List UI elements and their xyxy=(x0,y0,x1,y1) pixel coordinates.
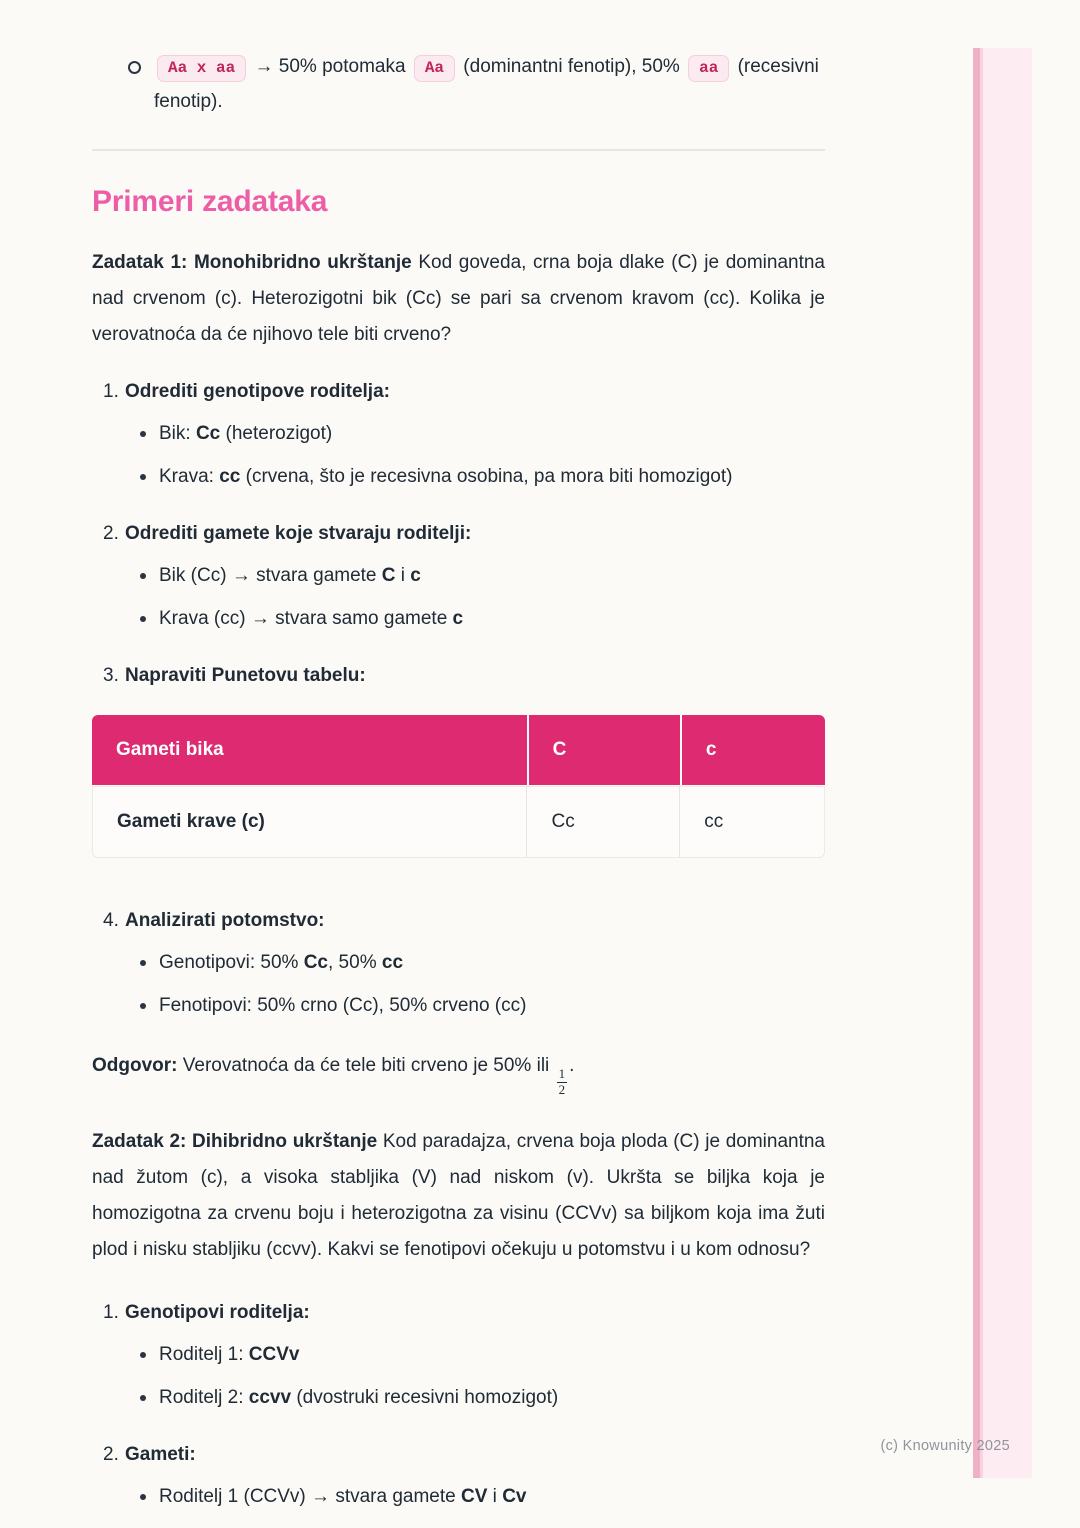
bullet-icon xyxy=(140,1494,146,1500)
task1-step-3 xyxy=(92,659,825,693)
step-heading xyxy=(92,517,825,551)
step-title: Gameti: xyxy=(125,1444,196,1466)
step-heading xyxy=(92,659,825,693)
step-number: 4. xyxy=(103,910,119,931)
step-heading xyxy=(92,1438,825,1472)
step-number: 2. xyxy=(103,523,119,544)
step-bullets xyxy=(92,1337,825,1416)
step-number: 1. xyxy=(103,1302,119,1324)
genotype-badge: aa xyxy=(688,55,729,82)
punnett-table-row xyxy=(92,786,825,858)
page-edge-stripe-soft xyxy=(980,48,983,1478)
table-header-cell: c xyxy=(680,715,825,785)
task1-paragraph: Zadatak 1: Monohibridno ukrštanje Kod goveda, crna boja dlake (C) je dominantna nad crvenom (c). Heterozigotni bik (Cc) se pari sa crvenom kravom (cc). Kolika je verovatnoća da će njihovo tele biti crveno? xyxy=(92,252,825,345)
table-cell: cc xyxy=(679,787,824,857)
fraction: $\frac{1}{2}$ xyxy=(558,1066,566,1098)
page-title: Primeri zadataka xyxy=(92,185,328,218)
table-cell: Cc xyxy=(526,787,679,857)
genotype-badge: Aa xyxy=(414,55,455,82)
table-cell: Gameti krave (c) xyxy=(117,811,265,832)
step-title: Genotipovi roditelja: xyxy=(125,1302,310,1324)
page-edge-panel xyxy=(983,48,1032,1478)
punnett-table xyxy=(92,715,825,858)
bullet-icon xyxy=(140,1395,146,1401)
document-content xyxy=(92,0,825,1515)
step-title: Odrediti genotipove roditelja: xyxy=(125,381,390,402)
task1-step-2 xyxy=(92,517,825,637)
list-item-text: Krava: cc (crvena, što je recesivna osobina, pa mora biti homozigot) xyxy=(159,466,733,487)
punnett-table-header-row xyxy=(92,715,825,785)
bullet-icon xyxy=(140,616,146,622)
list-item xyxy=(92,1337,825,1373)
list-item-text: Fenotipovi: 50% crno (Cc), 50% crveno (cc) xyxy=(159,995,527,1016)
list-item xyxy=(92,50,825,119)
step-number: 2. xyxy=(103,1444,119,1466)
list-item xyxy=(92,988,825,1024)
list-item-text: Aa x aa → 50% potomaka Aa (dominantni fenotip), 50% aa (recesivni fenotip). xyxy=(154,56,819,112)
task1-answer: Odgovor: Verovatnoća da će tele biti crveno je 50% ili $\frac{1}{2}$ . xyxy=(92,1055,575,1098)
task2-paragraph: Zadatak 2: Dihibridno ukrštanje Kod paradajza, crvena boja ploda (C) je dominantna nad žutom (c), a visoka stabljika (V) nad niskom (v). Ukršta se biljka koja je homozigotna za crvenu boju i heterozigotna za visinu (CCVv) sa biljkom koja ima žuti plod i nisku stabljiku (ccvv). Kakvi se fenotipovi očekuju u potomstvu i u kom odnosu? xyxy=(92,1131,825,1261)
list-item xyxy=(92,601,825,637)
step-bullets xyxy=(92,1479,825,1515)
list-item-text: Krava (cc) → stvara samo gamete c xyxy=(159,608,464,629)
task1-step-1 xyxy=(92,375,825,495)
section-divider xyxy=(92,149,825,151)
list-item xyxy=(92,1479,825,1515)
list-item xyxy=(92,416,825,452)
page-edge-stripe xyxy=(973,48,980,1478)
list-item-text: Bik: Cc (heterozigot) xyxy=(159,423,333,444)
list-item-text: Bik (Cc) → stvara gamete C i c xyxy=(159,565,421,586)
step-heading xyxy=(92,1296,825,1330)
step-number: 3. xyxy=(103,665,119,686)
bullet-icon xyxy=(140,960,146,966)
list-item xyxy=(92,945,825,981)
bullet-icon xyxy=(140,1352,146,1358)
list-item-text: Genotipovi: 50% Cc, 50% cc xyxy=(159,952,404,973)
step-bullets xyxy=(92,558,825,637)
bullet-icon xyxy=(140,1003,146,1009)
step-title: Odrediti gamete koje stvaraju roditelji: xyxy=(125,523,472,544)
list-item xyxy=(92,558,825,594)
bullet-icon xyxy=(140,431,146,437)
circle-bullet-icon xyxy=(128,61,141,74)
step-bullets xyxy=(92,416,825,495)
list-item xyxy=(92,1380,825,1416)
table-header-cell: Gameti bika xyxy=(116,739,224,760)
step-number: 1. xyxy=(103,381,119,402)
step-title: Analizirati potomstvo: xyxy=(125,910,325,931)
list-item xyxy=(92,459,825,495)
table-header-cell: C xyxy=(527,715,680,785)
step-heading xyxy=(92,375,825,409)
step-bullets xyxy=(92,945,825,1024)
list-item-text: Roditelj 1 (CCVv) → stvara gamete CV i Cv xyxy=(159,1486,527,1508)
task2-step-2 xyxy=(92,1438,825,1515)
bullet-icon xyxy=(140,573,146,579)
task2-step-1 xyxy=(92,1296,825,1416)
copyright-text: (c) Knowunity 2025 xyxy=(880,1438,1010,1454)
list-item-text: Roditelj 1: CCVv xyxy=(159,1344,300,1366)
step-heading xyxy=(92,904,825,938)
task1-step-4 xyxy=(92,904,825,1024)
bullet-icon xyxy=(140,474,146,480)
list-item-text: Roditelj 2: ccvv (dvostruki recesivni homozigot) xyxy=(159,1387,559,1409)
step-title: Napraviti Punetovu tabelu: xyxy=(125,665,366,686)
genotype-badge: Aa x aa xyxy=(157,55,246,82)
